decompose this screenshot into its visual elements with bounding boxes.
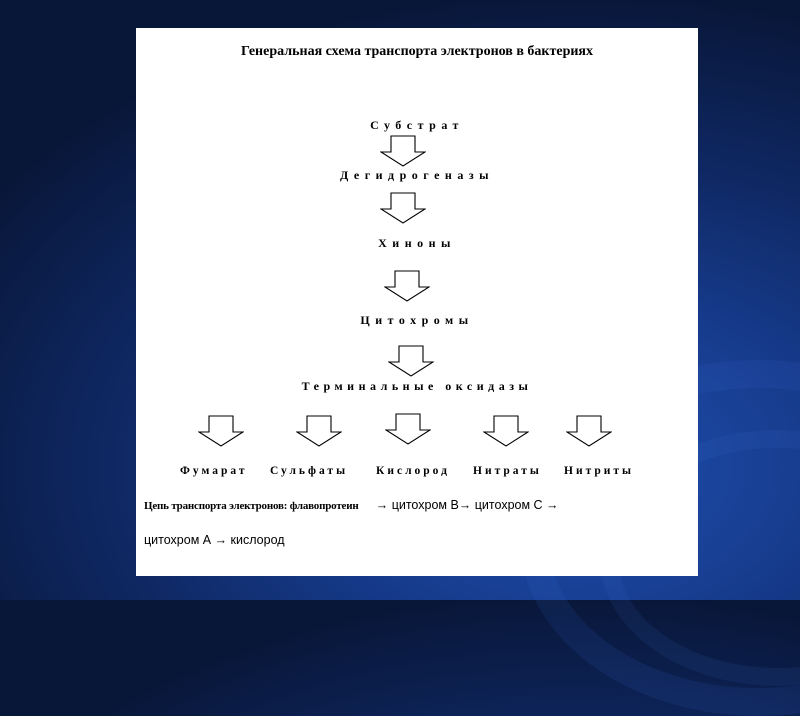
down-arrow-icon: [384, 270, 430, 302]
chain-sequence-1: → цитохром В→ цитохром С →: [375, 498, 559, 512]
diagram-title: Генеральная схема транспорта электронов в бактериях: [241, 44, 593, 59]
acceptor-oxygen: Кислород: [376, 465, 450, 477]
node-terminal-oxidases: Терминальные оксидазы: [301, 379, 533, 393]
chain-line-1: [144, 497, 559, 513]
node-cytochromes: Цитохромы: [360, 313, 474, 327]
down-arrow-icon: [566, 415, 612, 447]
down-arrow-icon: [385, 413, 431, 445]
acceptor-fumarate: Фумарат: [180, 465, 248, 477]
node-quinones: Хиноны: [378, 236, 456, 250]
slide-content: [136, 28, 698, 576]
acceptor-sulfates: Сульфаты: [270, 465, 349, 477]
down-arrow-icon: [483, 415, 529, 447]
acceptor-nitrates: Нитраты: [473, 465, 542, 477]
acceptor-nitrites: Нитриты: [564, 465, 635, 477]
node-dehydrogenases: Дегидрогеназы: [339, 168, 495, 182]
down-arrow-icon: [198, 415, 244, 447]
down-arrow-icon: [380, 135, 426, 167]
chain-label: Цепь транспорта электронов: флавопротеин: [144, 500, 359, 512]
node-substrate: Субстрат: [370, 118, 464, 132]
down-arrow-icon: [388, 345, 434, 377]
down-arrow-icon: [380, 192, 426, 224]
chain-sequence-2: цитохром А → кислород: [144, 533, 285, 547]
chain-line-2: [144, 532, 285, 548]
down-arrow-icon: [296, 415, 342, 447]
